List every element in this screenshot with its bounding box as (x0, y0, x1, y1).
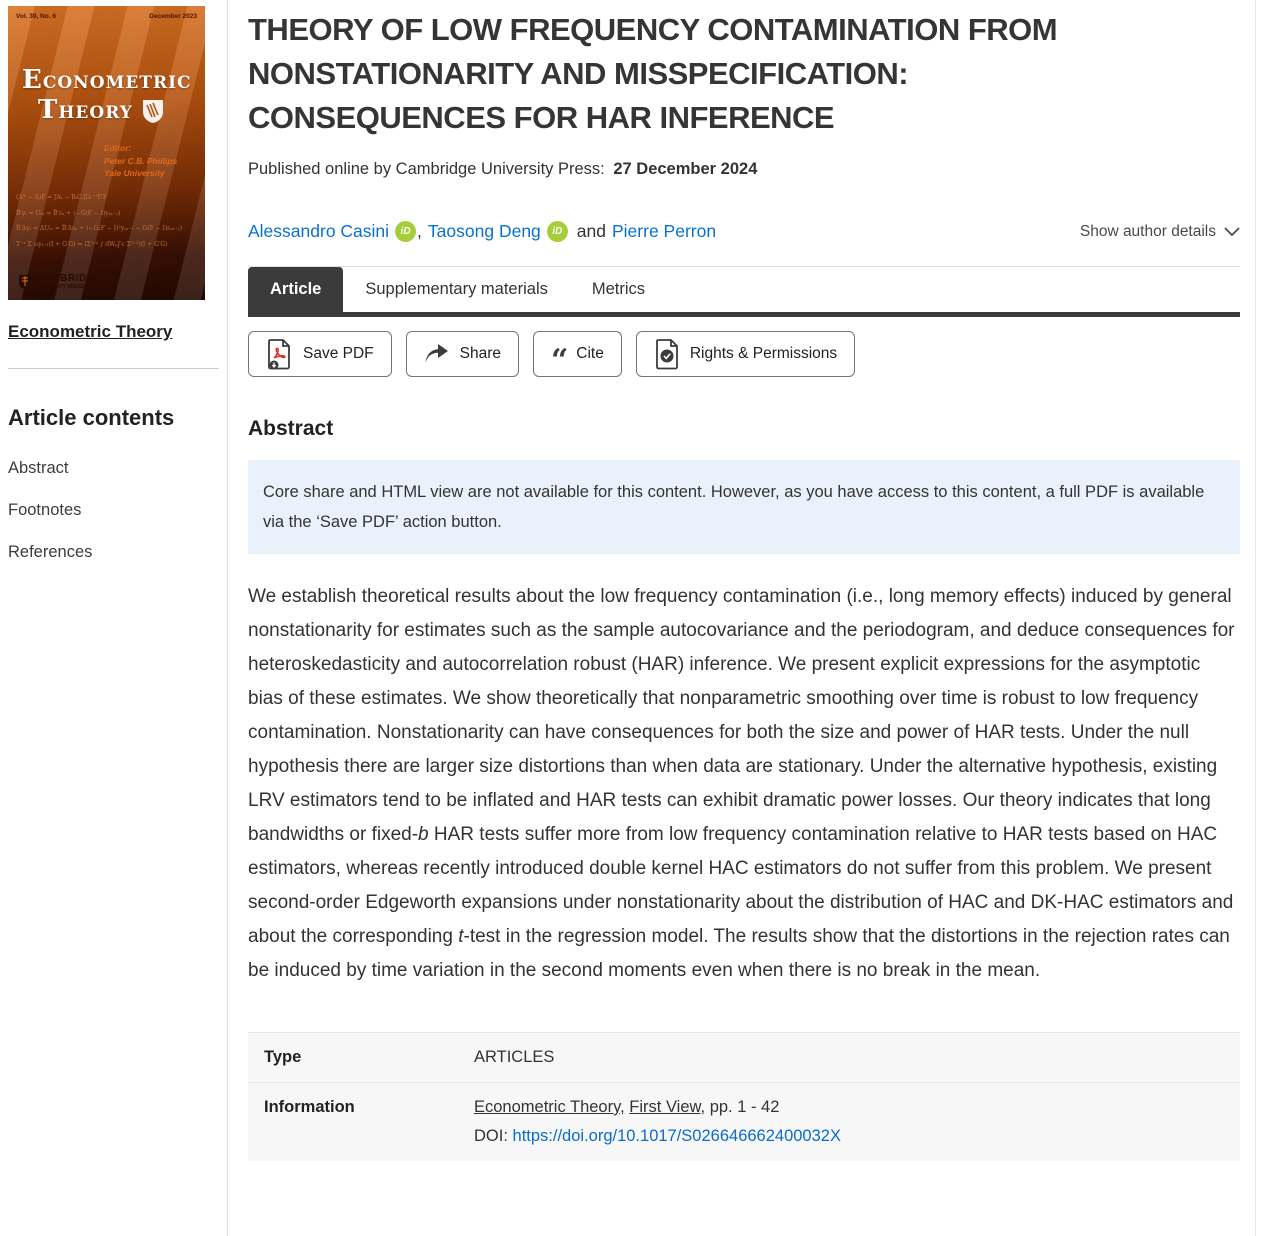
doi-line: DOI: https://doi.org/10.1017/S026646662400032X (474, 1127, 841, 1145)
cover-journal-title: ECONOMETRIC THEORY (22, 65, 192, 125)
cite-button[interactable]: “ Cite (533, 331, 622, 377)
cover-masthead (8, 6, 205, 20)
cover-volume: Vol. 39, No. 6 (16, 13, 56, 20)
published-line: Published online by Cambridge University Press: 27 December 2024 (248, 160, 758, 178)
cover-editor-block: Editor: Peter C.B. Phillips Yale University (104, 142, 178, 179)
table-row-information (248, 1083, 1240, 1162)
article-contents-list (8, 459, 227, 562)
chevron-down-icon (1224, 227, 1240, 237)
authors-list: Alessandro Casini iD , Taosong Deng iD and Pierre Perron (248, 221, 717, 241)
sidebar (0, 0, 228, 1236)
scrollbar-track[interactable] (1255, 0, 1256, 1236)
share-button[interactable]: Share (406, 331, 519, 377)
access-notice: Core share and HTML view are not available for this content. However, as you have access to this content, a full PDF is available via the ‘Save PDF’ action button. (248, 460, 1240, 554)
orcid-icon[interactable]: iD (547, 221, 568, 242)
sidebar-divider (8, 368, 219, 369)
type-label: Type (264, 1048, 302, 1066)
cover-title-line2: T (38, 94, 59, 125)
cambridge-press-logo: CAMBRIDGE UNIVERSITY PRESS (18, 274, 102, 290)
abstract-paragraph: We establish theoretical results about the low frequency contamination (i.e., long memory effects) induced by general nonstationarity for estimates such as the sample autocovariance and the periodogram, and deduce consequences for heteroskedasticity and autocorrelation robust (HAR) inference. We present explicit expressions for the asymptotic bias of these estimates. We show theoretically that nonparametric smoothing over time is robust to low frequency contamination. Nonstationarity can have consequences for both the size and power of HAR tests. Under the null hypothesis there are larger size distortions than when data are stationary. Under the alternative hypothesis, existing LRV estimators tend to be inflated and HAR tests can exhibit dramatic power losses. Our theory indicates that long bandwidths or fixed-b HAR tests suffer more from low frequency contamination relative to HAR tests based on HAC estimators, whereas recently introduced double kernel HAC estimators do not suffer from this problem. We present second-order Edgeworth expansions under nonstationarity about the distribution of HAC and DK-HAC estimators and about the corresponding t-test in the regression model. The results show that the distortions in the rejection rates can be induced by time variation in the second moments even when there is no break in the mean. (248, 586, 1235, 981)
tab-underline-bar (248, 312, 1240, 317)
save-pdf-button[interactable]: Save PDF (248, 331, 392, 377)
rights-check-icon (654, 338, 680, 370)
authors-row (248, 221, 1240, 242)
share-icon (424, 343, 450, 365)
main-content (248, 0, 1240, 1161)
tab-bar (248, 266, 1240, 317)
contents-item-references[interactable]: References (8, 543, 93, 561)
cover-title-line1: E (22, 65, 43, 95)
show-author-details-button[interactable]: Show author details (1080, 223, 1240, 241)
doi-link[interactable]: https://doi.org/10.1017/S026646662400032X (512, 1127, 841, 1145)
abstract-heading: Abstract (248, 417, 334, 440)
journal-crest-icon (141, 98, 165, 124)
article-contents-heading: Article contents (8, 405, 175, 430)
cambridge-shield-icon (18, 274, 32, 290)
orcid-icon[interactable]: iD (395, 221, 416, 242)
contents-item-footnotes[interactable]: Footnotes (8, 501, 82, 519)
information-label: Information (248, 1083, 458, 1162)
contents-item-abstract[interactable]: Abstract (8, 459, 69, 477)
journal-home-link[interactable]: Econometric Theory (8, 322, 173, 341)
tab-supplementary-materials[interactable]: Supplementary materials (365, 280, 548, 298)
type-value: ARTICLES (474, 1048, 555, 1066)
rights-permissions-button[interactable]: Rights & Permissions (636, 331, 855, 377)
first-view-link[interactable]: First View, (629, 1098, 706, 1116)
cover-formulas: (Â* − A)F = [Aₜ − BₜCₜ]Dₜ⁻¹F′F B̄′yₜ = Uₜₐ = B̄′εₐ + (−G(F − I)yₜₐ₋₁) B̄′Δyₜ = ΔUₜₐ = B̄′Δεₐ + (−G(F − I)²yₜₐ₋₁ − G(F − I)εₜₐ₋₁) T⁻¹ Σ εₜyₜ₋₁(I + G′G) ⇒ (Σ¹ᐟ² ∫ dWₚJ′c Σ¹ᐟ²)(I + G′G) (16, 194, 183, 248)
page-range: pp. 1 - 42 (709, 1098, 780, 1116)
pdf-download-icon (266, 338, 293, 370)
tab-article[interactable]: Article (248, 267, 343, 312)
journal-title-link[interactable]: Econometric Theory, (474, 1098, 625, 1116)
article-title: THEORY OF LOW FREQUENCY CONTAMINATION FROM NONSTATIONARITY AND MISSPECIFICATION: CONSEQUENCES FOR HAR INFERENCE (248, 12, 1058, 135)
author-link-deng[interactable]: Taosong Deng (427, 221, 541, 241)
table-row-type (248, 1033, 1240, 1083)
published-date: 27 December 2024 (613, 160, 758, 178)
author-link-casini[interactable]: Alessandro Casini (248, 221, 390, 241)
tab-metrics[interactable]: Metrics (591, 280, 646, 298)
cover-date: December 2023 (149, 13, 197, 20)
article-metadata-table (248, 1032, 1240, 1161)
journal-cover-image[interactable] (8, 6, 205, 300)
author-link-perron[interactable]: Pierre Perron (612, 221, 717, 241)
action-toolbar (248, 331, 1240, 377)
